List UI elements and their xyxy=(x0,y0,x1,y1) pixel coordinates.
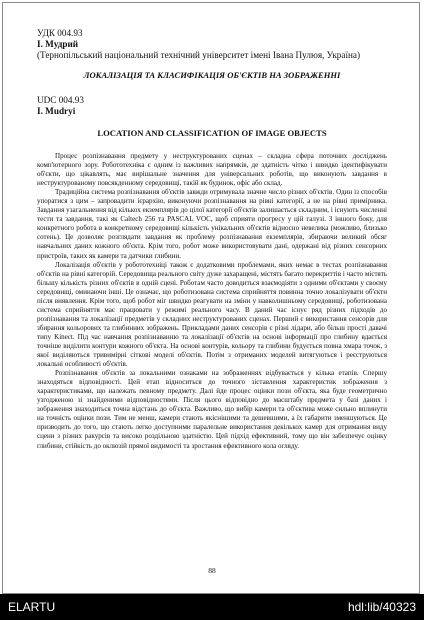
paragraph-3: Локалізація об'єктів у робототехніці також є додатковими проблемами, яких немає в тестах розпізнавання об'єктів на рівні категорій. Середовища реального світу дуже захаращені, містять багато перекриттів і часто містять більшу кількість різних об'єктів в одній сцені. Роботам часто доводиться взаємодіяти з одними об'єктами у своєму середовищі, оминаючи інші. Це означає, що роботизована система сприйняття повинна точно локалізувати об'єкти після виявлення. Крім того, щоб робот міг швидко реагувати на зміни у навколишньому середовищі, роботизована система сприйняття має працювати у режимі реального часу. В даний час існує ряд різних підходів до розпізнавання та локалізації предметів у складних неструктурованих сценах. Перший є використання сенсорів для збирання кольорових та глибинних зображень. Прикладами даних сенсорів є різні лідари, або більш прості давачі типу Kinect. Під час навчання розпізнаванню та локалізації об'єктів на основі інформації про глибину вдається точніше виділити контури кожного об'єкта. На основі контурів, кольору та глибини будується повна хмара точок, з якої виділяються тривимірні сіткові моделі об'єктів. Потім з отриманих моделей витягуються і реєструються локальні особливості об'єктів. xyxy=(37,260,387,369)
author-en: I. Mudryi xyxy=(37,106,76,116)
paragraph-1: Процес розпізнавання предмету у неструктурованих сценах – складна сфера поточних досліджень комп'ютерного зору. Робототехніка є одним із важливих напрямків, де здатність чітко і швидко ідентифікувати об'єкти, що цікавлять, має вирішальне значення для універсальних роботів, що виконують завдання в неструктурованому повсякденному середовищі, такій як будинок, офіс або склад. xyxy=(37,152,387,188)
udc-uk: УДК 004.93 xyxy=(37,28,83,38)
paragraph-2: Традиційна система розпізнавання об'єктів завжди отримувала значне число різних об'єктів. Один із способів упоратися з цим – запровадити ієрархію, виконуючи розпізнавання на рівні категорії, а не на рівні примірника. Завдання узагальнення від кількох екземплярів до цілої категорії об'єктів залишається складним, і існують численні тести та завдання, такі як Caltech 256 та PASCAL VOC, щоб сприяти прогресу у цій галузі. З іншого боку, для конкретного робота в конкретному середовищі кількість унікальних об'єктів відносно невелика (можливо, близько сотень). Це дозволяє розглядати завдання як проблему розпізнавання екземплярів, збираючи великий обсяг навчальних даних кожного об'єкта. Крім того, робот може використовувати дані, одержані від різних сенсорних пристроїв, таких як камери та датчики глибини. xyxy=(37,188,387,260)
udc-en: UDC 004.93 xyxy=(37,95,84,105)
title-uk: ЛОКАЛІЗАЦІЯ ТА КЛАСИФІКАЦІЯ ОБ'ЄКТІВ НА ЗОБРАЖЕННІ xyxy=(83,70,341,80)
repository-footer xyxy=(0,594,424,620)
paragraph-4: Розпізнавання об'єктів за локальними ознаками на зображеннях відбувається у кілька етапів. Спершу знаходяться відповідності. Цей етап відноситься до точного зіставлення характеристик зображення з характеристиками, що належать певному предмету. Далі йде процес оцінки пози об'єкта, яка буде геометрично узгодженою зі знайденими відповідностями. Після цього відповідно до масштабу предмета у базі даних і зображення знаходиться точна відстань до об'єкта. Важливо, що вибір камери та об'єктива може сильно вплинути на точність оцінки пози. Тим не менш, камери стають якіснішими та дешевшими, а їх габарити зменшуються. Це призводить до того, що стають легко доступними паралельне використання декількох камер для отримання виду сцени з різних ракурсів та високо роздільною здатністю. Цей підхід ефективний, тому що він забезпечує оцінку глибини, стійкість до оклюзій прямої видимості та зростання ефективного кола огляду. xyxy=(37,369,387,450)
affiliation-uk: (Тернопільський національний технічний університет імені Івана Пулюя, Україна) xyxy=(37,50,361,60)
abstract-body xyxy=(37,152,387,451)
paper-content xyxy=(37,28,387,451)
author-uk: І. Мудрий xyxy=(37,39,79,49)
title-en: LOCATION AND CLASSIFICATION OF IMAGE OBJECTS xyxy=(97,128,327,138)
page-number: 88 xyxy=(208,566,216,575)
handle-link[interactable]: hdl:lib/40323 xyxy=(347,600,416,614)
english-header xyxy=(37,95,387,139)
repository-name[interactable]: ELARTU xyxy=(8,600,56,614)
